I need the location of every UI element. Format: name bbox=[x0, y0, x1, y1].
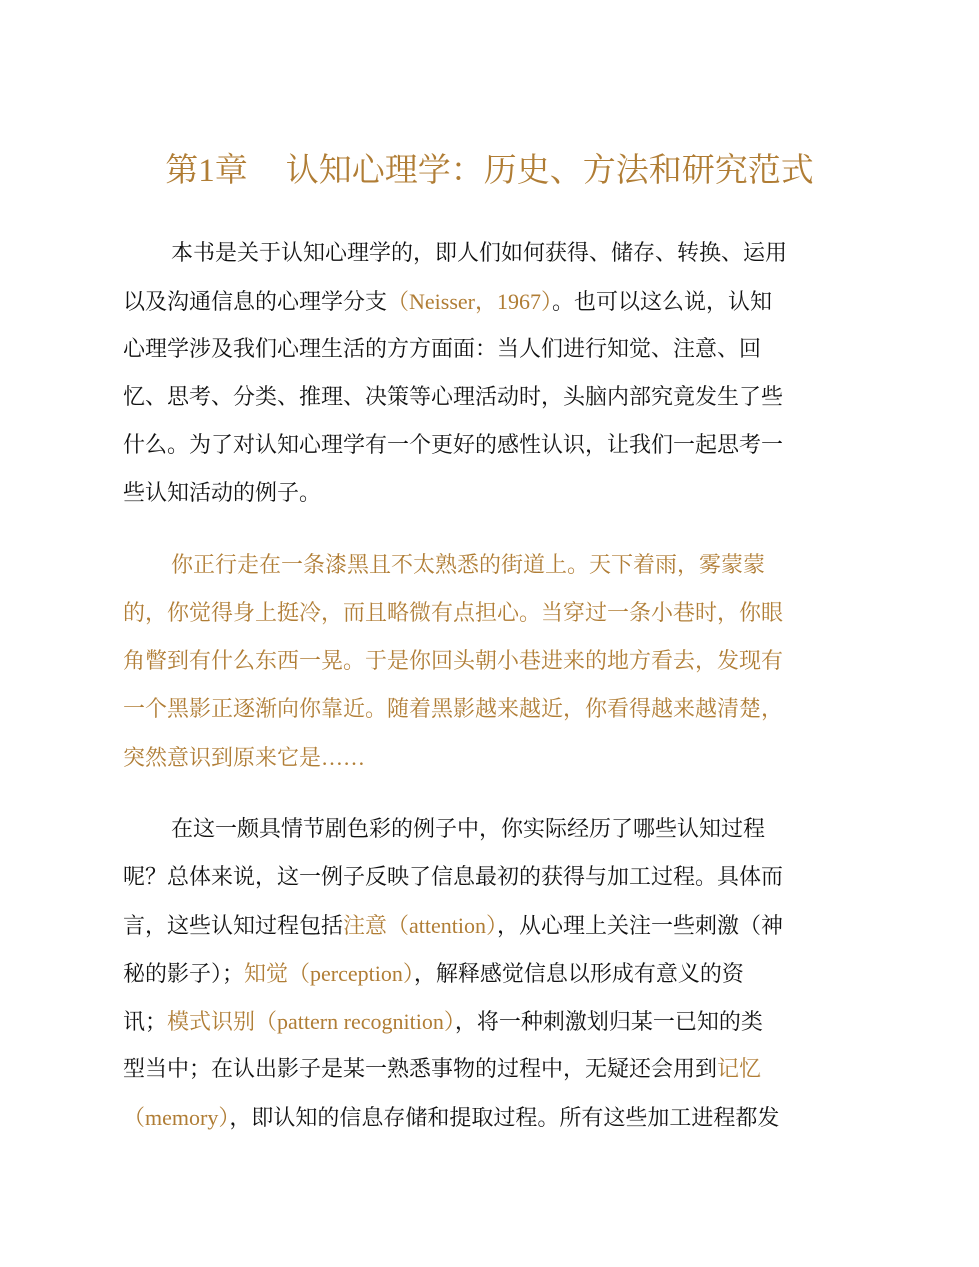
paragraph-line bbox=[123, 278, 859, 326]
term-open: （ bbox=[123, 1106, 146, 1131]
term-pattern-recognition bbox=[167, 1010, 455, 1035]
text-run: ，解释感觉信息以形成有意义的资 bbox=[413, 962, 744, 987]
paragraph-line: 的，你觉得身上挺冷，而且略微有点担心。当穿过一条小巷时，你眼 bbox=[123, 601, 784, 626]
chapter-prefix: 第 bbox=[165, 150, 199, 189]
paragraph-line: 一个黑影正逐渐向你靠近。随着黑影越来越近，你看得越来越清楚， bbox=[123, 697, 784, 722]
term-open: （ bbox=[255, 1010, 278, 1035]
paragraph-line: 些认知活动的例子。 bbox=[123, 481, 322, 506]
paragraph-line bbox=[123, 1046, 859, 1094]
term-zh: 知觉 bbox=[244, 962, 289, 987]
paragraph-line: 忆、思考、分类、推理、决策等心理活动时，头脑内部究竟发生了些 bbox=[123, 385, 784, 410]
term-en: perception bbox=[310, 961, 403, 986]
intro-paragraph bbox=[123, 230, 859, 518]
cite-author: Neisser bbox=[409, 289, 476, 314]
paragraph-line: 你正行走在一条漆黑且不太熟悉的街道上。天下着雨，雾蒙蒙 bbox=[171, 553, 766, 578]
paragraph-line bbox=[123, 950, 859, 998]
chapter-title-text: 认知心理学：历史、方法和研究范式 bbox=[285, 150, 814, 189]
paragraph-line: 角瞥到有什么东西一晃。于是你回头朝小巷进来的地方看去，发现有 bbox=[123, 649, 784, 674]
chapter-number: 1 bbox=[198, 153, 215, 189]
text-run: ，即认知的信息存储和提取过程。所有这些加工进程都发 bbox=[229, 1106, 780, 1131]
term-open: （ bbox=[387, 914, 410, 939]
text-run: 讯； bbox=[123, 1010, 168, 1035]
term-en: attention bbox=[409, 913, 487, 938]
text-run: 秘的影子）； bbox=[123, 962, 245, 987]
paragraph-line: 什么。为了对认知心理学有一个更好的感性认识，让我们一起思考一 bbox=[123, 433, 784, 458]
chapter-suffix: 章 bbox=[214, 150, 248, 189]
text-run: ，从心理上关注一些刺激（神 bbox=[497, 914, 784, 939]
ellipsis: …… bbox=[321, 745, 366, 770]
paragraph-line: 心理学涉及我们心理生活的方方面面：当人们进行知觉、注意、回 bbox=[123, 337, 762, 362]
term-zh: 模式识别 bbox=[167, 1010, 256, 1035]
term-close: ） bbox=[218, 1106, 230, 1131]
text-run: 。也可以这么说，认知 bbox=[552, 290, 773, 315]
text-run: 言，这些认知过程包括 bbox=[123, 914, 344, 939]
cite-open: （ bbox=[387, 290, 410, 315]
paragraph-line bbox=[123, 1094, 859, 1142]
term-close: ） bbox=[443, 1010, 455, 1035]
analysis-paragraph bbox=[123, 806, 859, 1142]
term-perception bbox=[244, 962, 414, 987]
cite-close: ） bbox=[541, 290, 553, 315]
term-close: ） bbox=[486, 914, 498, 939]
paragraph-line bbox=[123, 902, 859, 950]
term-attention bbox=[343, 914, 497, 939]
citation bbox=[387, 290, 552, 315]
example-scenario-paragraph bbox=[123, 542, 859, 782]
paragraph-line: 在这一颇具情节剧色彩的例子中，你实际经历了哪些认知过程 bbox=[171, 817, 766, 842]
term-memory: 记忆 bbox=[717, 1057, 762, 1082]
paragraph-line bbox=[123, 734, 859, 782]
cite-sep: ， bbox=[475, 290, 498, 315]
term-open: （ bbox=[288, 962, 311, 987]
term-en: pattern recognition bbox=[277, 1009, 444, 1034]
term-en: memory bbox=[145, 1105, 219, 1130]
paragraph-line: 本书是关于认知心理学的，即人们如何获得、储存、转换、运用 bbox=[171, 241, 788, 266]
term-close: ） bbox=[402, 962, 414, 987]
text-run: ，将一种刺激划归某一已知的类 bbox=[454, 1010, 763, 1035]
term-memory-en bbox=[123, 1106, 229, 1131]
text-run: 以及沟通信息的心理学分支 bbox=[123, 290, 388, 315]
cite-year: 1967 bbox=[497, 289, 542, 314]
text-run: 突然意识到原来它是 bbox=[123, 746, 322, 771]
term-zh: 注意 bbox=[343, 914, 388, 939]
paragraph-line bbox=[123, 998, 859, 1046]
text-run: 型当中；在认出影子是某一熟悉事物的过程中，无疑还会用到 bbox=[123, 1057, 718, 1082]
paragraph-line: 呢？总体来说，这一例子反映了信息最初的获得与加工过程。具体而 bbox=[123, 865, 784, 890]
chapter-title bbox=[0, 148, 979, 193]
